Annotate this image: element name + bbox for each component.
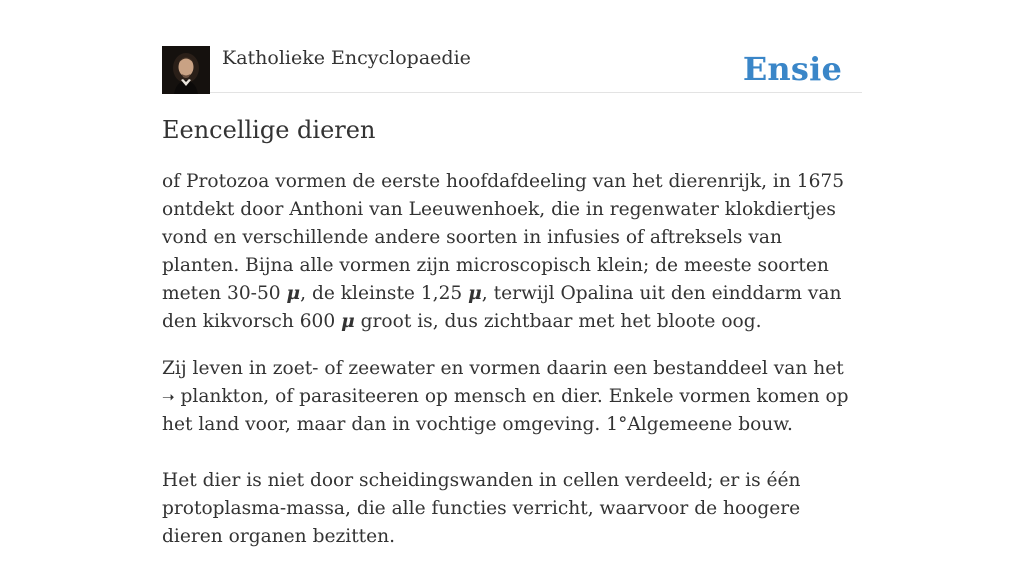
source-name[interactable]: Katholieke Encyclopaedie (222, 47, 471, 69)
mu-symbol: μ (341, 311, 355, 332)
site-header (162, 44, 862, 93)
paragraph-1-text-4: groot is, dus zichtbaar met het bloote oog. (354, 311, 762, 332)
portrait-avatar-icon[interactable] (162, 46, 210, 94)
paragraph-3-text-1: Het dier is niet door scheidingswanden in cellen verdeeld; er is één protoplasma-massa, die alle functies verricht, waarvoor de hoogere dieren organen bezitten. (162, 470, 801, 547)
paragraph-3 (162, 467, 862, 551)
article-body (162, 168, 862, 570)
paragraph-2-text-1: Zij leven in zoet- of zeewater en vormen daarin een bestanddeel van het (162, 358, 844, 379)
portrait-avatar-graphic (162, 46, 210, 94)
paragraph-1-text-3: , terwijl Opalina uit den einddarm van den kikvorsch 600 (162, 283, 842, 332)
mu-symbol: μ (286, 283, 301, 304)
mu-symbol: μ (468, 283, 482, 304)
paragraph-1-text-2: , de kleinste 1,25 (300, 283, 469, 304)
paragraph-1 (162, 168, 862, 336)
paragraph-2 (162, 355, 862, 439)
cross-reference-arrow-icon[interactable]: ➝ (162, 388, 175, 406)
paragraph-2-text-2: plankton, of parasiteeren op mensch en dier. Enkele vormen komen op het land voor, maar dan in vochtige omgeving. 1°Algemeene bouw. (162, 386, 849, 435)
brand-logo[interactable]: Ensie (742, 50, 842, 88)
article-title: Eencellige dieren (162, 116, 376, 144)
paragraph-1-text-1: of Protozoa vormen de eerste hoofdafdeeling van het dierenrijk, in 1675 ontdekt door Anthoni van Leeuwenhoek, die in regenwater klokdiertjes vond en verschillende andere soorten in infusies of aftreksels van planten. Bijna alle vormen zijn microscopisch klein; de meeste soorten meten 30-50 (162, 171, 845, 304)
